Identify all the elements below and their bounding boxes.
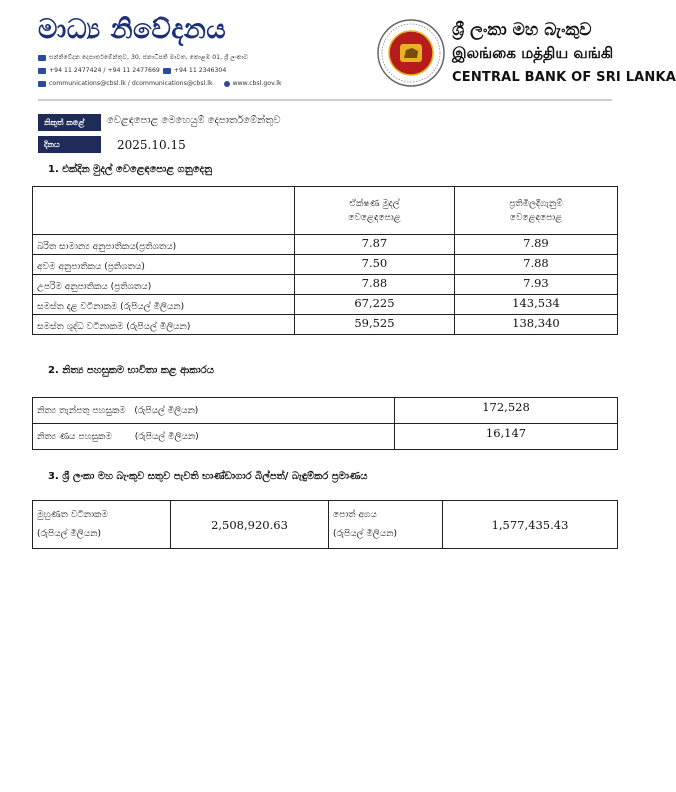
- contact-phone: +94 11 2477424 / +94 11 2477669 +94 11 2346304: [38, 67, 226, 74]
- section-3-heading: 3. ශ්‍රී ලංකා මහ බැංකුව සතුව පැවති භාණ්ඩාගාර බිල්පත්/ බැඳුම්කර ප්‍රමාණය: [48, 471, 368, 482]
- contact-email-web: [38, 80, 282, 87]
- address-icon: [38, 55, 46, 61]
- web-icon: [224, 81, 230, 87]
- standing-facility-table: [32, 397, 618, 450]
- table-row: නිත්‍ය තැන්පතු පහසුකම (රුපියල් මිලියන) 172,528: [33, 398, 618, 424]
- web-link[interactable]: www.cbsl.gov.lk: [232, 80, 282, 87]
- issued-by-value: වෙළඳපොළ මෙහෙයුම් දෙපාර්තමේන්තුව: [107, 115, 281, 126]
- table-row: නිත්‍ය ණය පහසුකම (රුපියල් මිලියන) 16,147: [33, 424, 618, 450]
- press-release-title: මාධ්‍ය නිවේදනය: [38, 14, 227, 45]
- table-row: අවම අනුපාතිකය (ප්‍රතිශතය) 7.50 7.88: [33, 255, 618, 275]
- table-row: සමස්ත දළ වටිනාකම (රුපියල් මිලියන) 67,225 143,534: [33, 295, 618, 315]
- header-divider: [38, 99, 612, 101]
- phone-icon: [38, 68, 46, 74]
- table-header-row: [33, 187, 618, 235]
- section-2-heading: 2. නිත්‍ය පහසුකම භාවිතා කළ ආකාරය: [48, 365, 214, 376]
- book-value: 1,577,435.43: [443, 501, 618, 549]
- date-label: දිනය: [38, 136, 101, 153]
- table-row: සමස්ත ශුද්ධ වටිනාකම (රුපියල් මිලියන) 59,525 138,340: [33, 315, 618, 335]
- bank-name-tamil: இலங்கை மத்திய வங்கி: [452, 44, 614, 62]
- col-repo: ප්‍රතිමිලදීගැනුම් වෙළෙඳපොළ: [454, 187, 617, 235]
- face-value-label: මුහුණත වටිනාකම (රුපියල් මිලියන): [33, 501, 171, 549]
- section-1-heading: 1. එක්දින මුදල් වෙළෙඳපොළ ගනුදෙනු: [48, 164, 213, 175]
- date-value: 2025.10.15: [117, 138, 186, 152]
- email-link[interactable]: communications@cbsl.lk / dcommunications@cbsl.lk: [49, 80, 213, 87]
- book-value-label: පොත් අගය (රුපියල් මිලියන): [329, 501, 443, 549]
- treasury-holdings-table: [32, 500, 618, 549]
- face-value: 2,508,920.63: [171, 501, 329, 549]
- letterhead: [0, 0, 676, 108]
- issued-by-label: නිකුත් කළේ: [38, 114, 101, 131]
- fax-icon: [163, 68, 171, 74]
- email-icon: [38, 81, 46, 87]
- table-row: බරිත සාමාන්‍ය අනුපාතිකය(ප්‍රතිශතය) 7.87 7.89: [33, 235, 618, 255]
- col-call-money: ඒක්ෂණ මුදල් වෙළෙඳපොළ: [295, 187, 455, 235]
- bank-name-english: CENTRAL BANK OF SRI LANKA: [452, 70, 676, 85]
- cbsl-seal-icon: [376, 18, 446, 88]
- table-row: උපරිම අනුපාතිකය (ප්‍රතිශතය) 7.88 7.93: [33, 275, 618, 295]
- overnight-money-market-table: [32, 186, 618, 335]
- contact-address: සන්නිවේදන දෙපාර්තමේන්තුව, 30, ජනාධිපති මාවත, කොළඹ 01, ශ්‍රී ලංකාව: [38, 54, 248, 62]
- table-row: [33, 501, 618, 549]
- bank-name-sinhala: ශ්‍රී ලංකා මහ බැංකුව: [452, 20, 592, 40]
